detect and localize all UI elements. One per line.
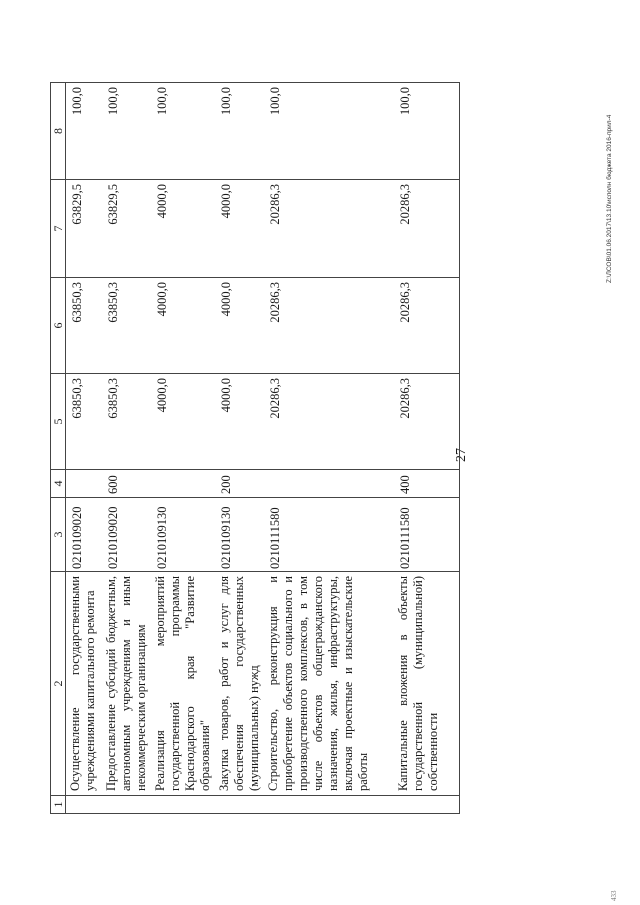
table-row — [215, 83, 264, 814]
column-header: 8 — [51, 83, 66, 180]
page-number: 27 — [454, 448, 469, 462]
table-row — [102, 83, 151, 814]
cell-index — [394, 796, 460, 814]
cell-value-8: 100,0 — [215, 83, 264, 180]
column-header: 2 — [51, 572, 66, 796]
cell-name: Реализация мероприятий государственной программы Краснодарского края "Развитие образования" — [151, 572, 215, 796]
table-row — [394, 83, 460, 814]
cell-value-7: 20286,3 — [394, 180, 460, 278]
cell-value-8: 100,0 — [102, 83, 151, 180]
table-row — [264, 83, 394, 814]
cell-value-6: 4000,0 — [215, 278, 264, 374]
column-header: 7 — [51, 180, 66, 278]
file-path-footer: Z:\ЛСОВ\01.06.2017\13.10\исполн бюджета 2016-прил-4 — [606, 114, 613, 283]
cell-value-6: 63850,3 — [66, 278, 102, 374]
table-row — [151, 83, 215, 814]
cell-name: Осуществление государственными учреждениями капитального ремонта — [66, 572, 102, 796]
column-header: 6 — [51, 278, 66, 374]
cell-value-5: 20286,3 — [264, 374, 394, 470]
cell-value-7: 63829,5 — [102, 180, 151, 278]
cell-value-6: 4000,0 — [151, 278, 215, 374]
cell-index — [151, 796, 215, 814]
header-row — [51, 83, 66, 814]
cell-code: 0210109020 — [102, 498, 151, 572]
cell-value-8: 100,0 — [394, 83, 460, 180]
cell-kind — [66, 470, 102, 498]
cell-value-7: 4000,0 — [215, 180, 264, 278]
column-header: 5 — [51, 374, 66, 470]
cell-value-6: 20286,3 — [264, 278, 394, 374]
cell-value-5: 4000,0 — [215, 374, 264, 470]
cell-code: 0210109130 — [151, 498, 215, 572]
cell-kind: 200 — [215, 470, 264, 498]
cell-index — [264, 796, 394, 814]
cell-name: Строительство, реконструкция и приобретение объектов социального и производственного комплексов, в том числе объектов общегражданского назначения, жилья, инфраструктуры, включая проектные и изыскательские работы — [264, 572, 394, 796]
cell-value-8: 100,0 — [264, 83, 394, 180]
budget-table — [50, 82, 460, 814]
cell-code: 0210111580 — [264, 498, 394, 572]
cell-code: 0210111580 — [394, 498, 460, 572]
table-row — [66, 83, 102, 814]
cell-kind — [151, 470, 215, 498]
cell-value-6: 20286,3 — [394, 278, 460, 374]
cell-index — [66, 796, 102, 814]
cell-kind: 600 — [102, 470, 151, 498]
column-header: 1 — [51, 796, 66, 814]
column-header: 4 — [51, 470, 66, 498]
cell-code: 0210109020 — [66, 498, 102, 572]
column-header: 3 — [51, 498, 66, 572]
cell-kind — [264, 470, 394, 498]
cell-value-7: 63829,5 — [66, 180, 102, 278]
cell-name: Капитальные вложения в объекты государственной (муниципальной) собственности — [394, 572, 460, 796]
cell-value-5: 63850,3 — [66, 374, 102, 470]
cell-code: 0210109130 — [215, 498, 264, 572]
cell-value-5: 63850,3 — [102, 374, 151, 470]
cell-name: Предоставление субсидий бюджетным, автономным учреждениям и иным некоммерческим организациям — [102, 572, 151, 796]
cell-index — [215, 796, 264, 814]
cell-index — [102, 796, 151, 814]
cell-value-7: 20286,3 — [264, 180, 394, 278]
cell-value-7: 4000,0 — [151, 180, 215, 278]
cell-value-8: 100,0 — [66, 83, 102, 180]
cell-value-5: 20286,3 — [394, 374, 460, 470]
margin-mark: 433 — [610, 890, 618, 901]
cell-value-8: 100,0 — [151, 83, 215, 180]
cell-value-6: 63850,3 — [102, 278, 151, 374]
cell-kind: 400 — [394, 470, 460, 498]
cell-name: Закупка товаров, работ и услуг для обеспечения государственных (муниципальных) нужд — [215, 572, 264, 796]
cell-value-5: 4000,0 — [151, 374, 215, 470]
